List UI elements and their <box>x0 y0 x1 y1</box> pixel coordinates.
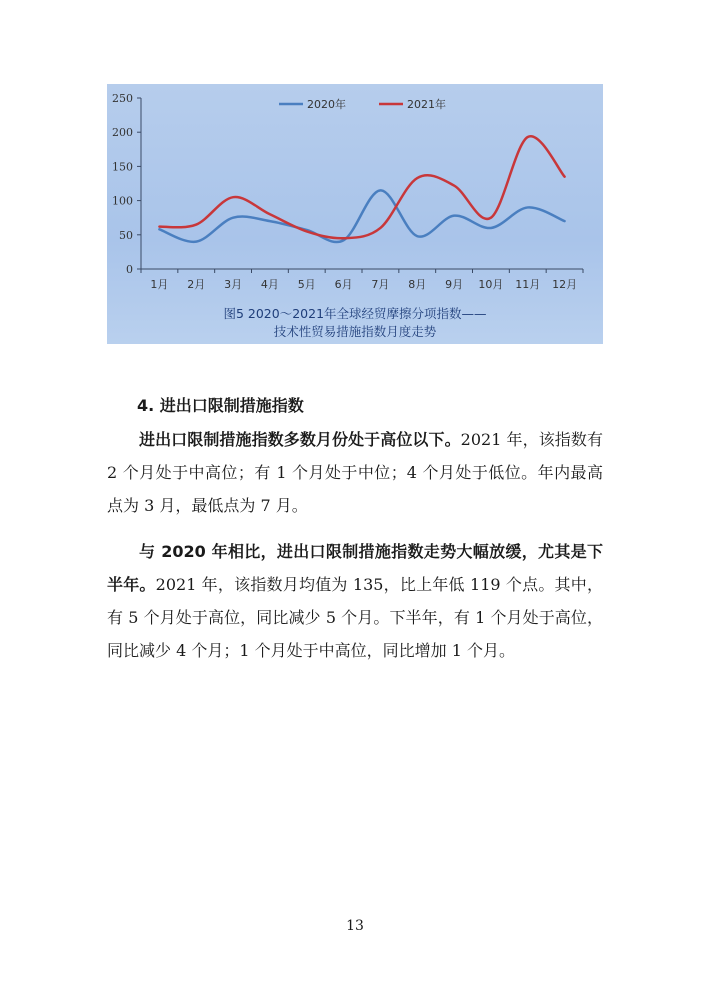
y-tick-label: 0 <box>126 263 133 276</box>
page-number: 13 <box>346 918 364 934</box>
y-tick-label: 150 <box>112 160 133 174</box>
x-tick-label: 3月 <box>224 278 243 291</box>
series-line-first <box>159 190 564 242</box>
legend-label: 2020年 <box>307 98 346 111</box>
y-tick-label: 200 <box>112 126 133 140</box>
figure-caption-line2: 技术性贸易措施指数月度走势 <box>273 324 437 339</box>
x-tick-label: 2月 <box>187 278 206 291</box>
paragraph-2-lead: 与 2020 年相比，进出口限制措施指数走势大幅放缓，尤其是下半年。 <box>107 542 603 594</box>
x-tick-label: 10月 <box>478 278 504 291</box>
paragraph-1-lead: 进出口限制措施指数多数月份处于高位以下。 <box>139 430 461 449</box>
y-tick-label: 50 <box>119 228 133 242</box>
y-tick-label: 250 <box>112 92 133 105</box>
x-tick-label: 1月 <box>150 278 169 291</box>
paragraph-2 <box>107 535 603 667</box>
x-tick-label: 6月 <box>334 278 353 291</box>
x-tick-label: 12月 <box>552 278 578 291</box>
paragraph-2-body: 2021 年，该指数月均值为 135，比上年低 119 个点。其中，有 5 个月处于高位，同比减少 5 个月。下半年，有 1 个月处于高位，同比减少 4 个月；1 个月处于中高位，同比增加 1 个月。 <box>107 575 603 660</box>
section-heading: 4. 进出口限制措施指数 <box>137 396 304 415</box>
y-tick-label: 100 <box>112 194 133 208</box>
figure-caption-line1: 图5 2020～2021年全球经贸摩擦分项指数—— <box>223 306 487 321</box>
x-tick-label: 7月 <box>371 278 390 291</box>
x-tick-label: 9月 <box>445 278 464 291</box>
chart-figure <box>107 84 603 344</box>
legend-label: 2021年 <box>407 98 446 111</box>
x-tick-label: 5月 <box>297 278 316 291</box>
paragraph-1 <box>107 423 603 522</box>
x-tick-label: 8月 <box>408 278 427 291</box>
x-tick-label: 4月 <box>260 278 279 291</box>
x-tick-label: 11月 <box>515 278 541 291</box>
paragraph-1-body: 2021 年，该指数有 2 个月处于中高位；有 1 个月处于中位；4 个月处于低位。年内最高点为 3 月，最低点为 7 月。 <box>107 430 603 515</box>
